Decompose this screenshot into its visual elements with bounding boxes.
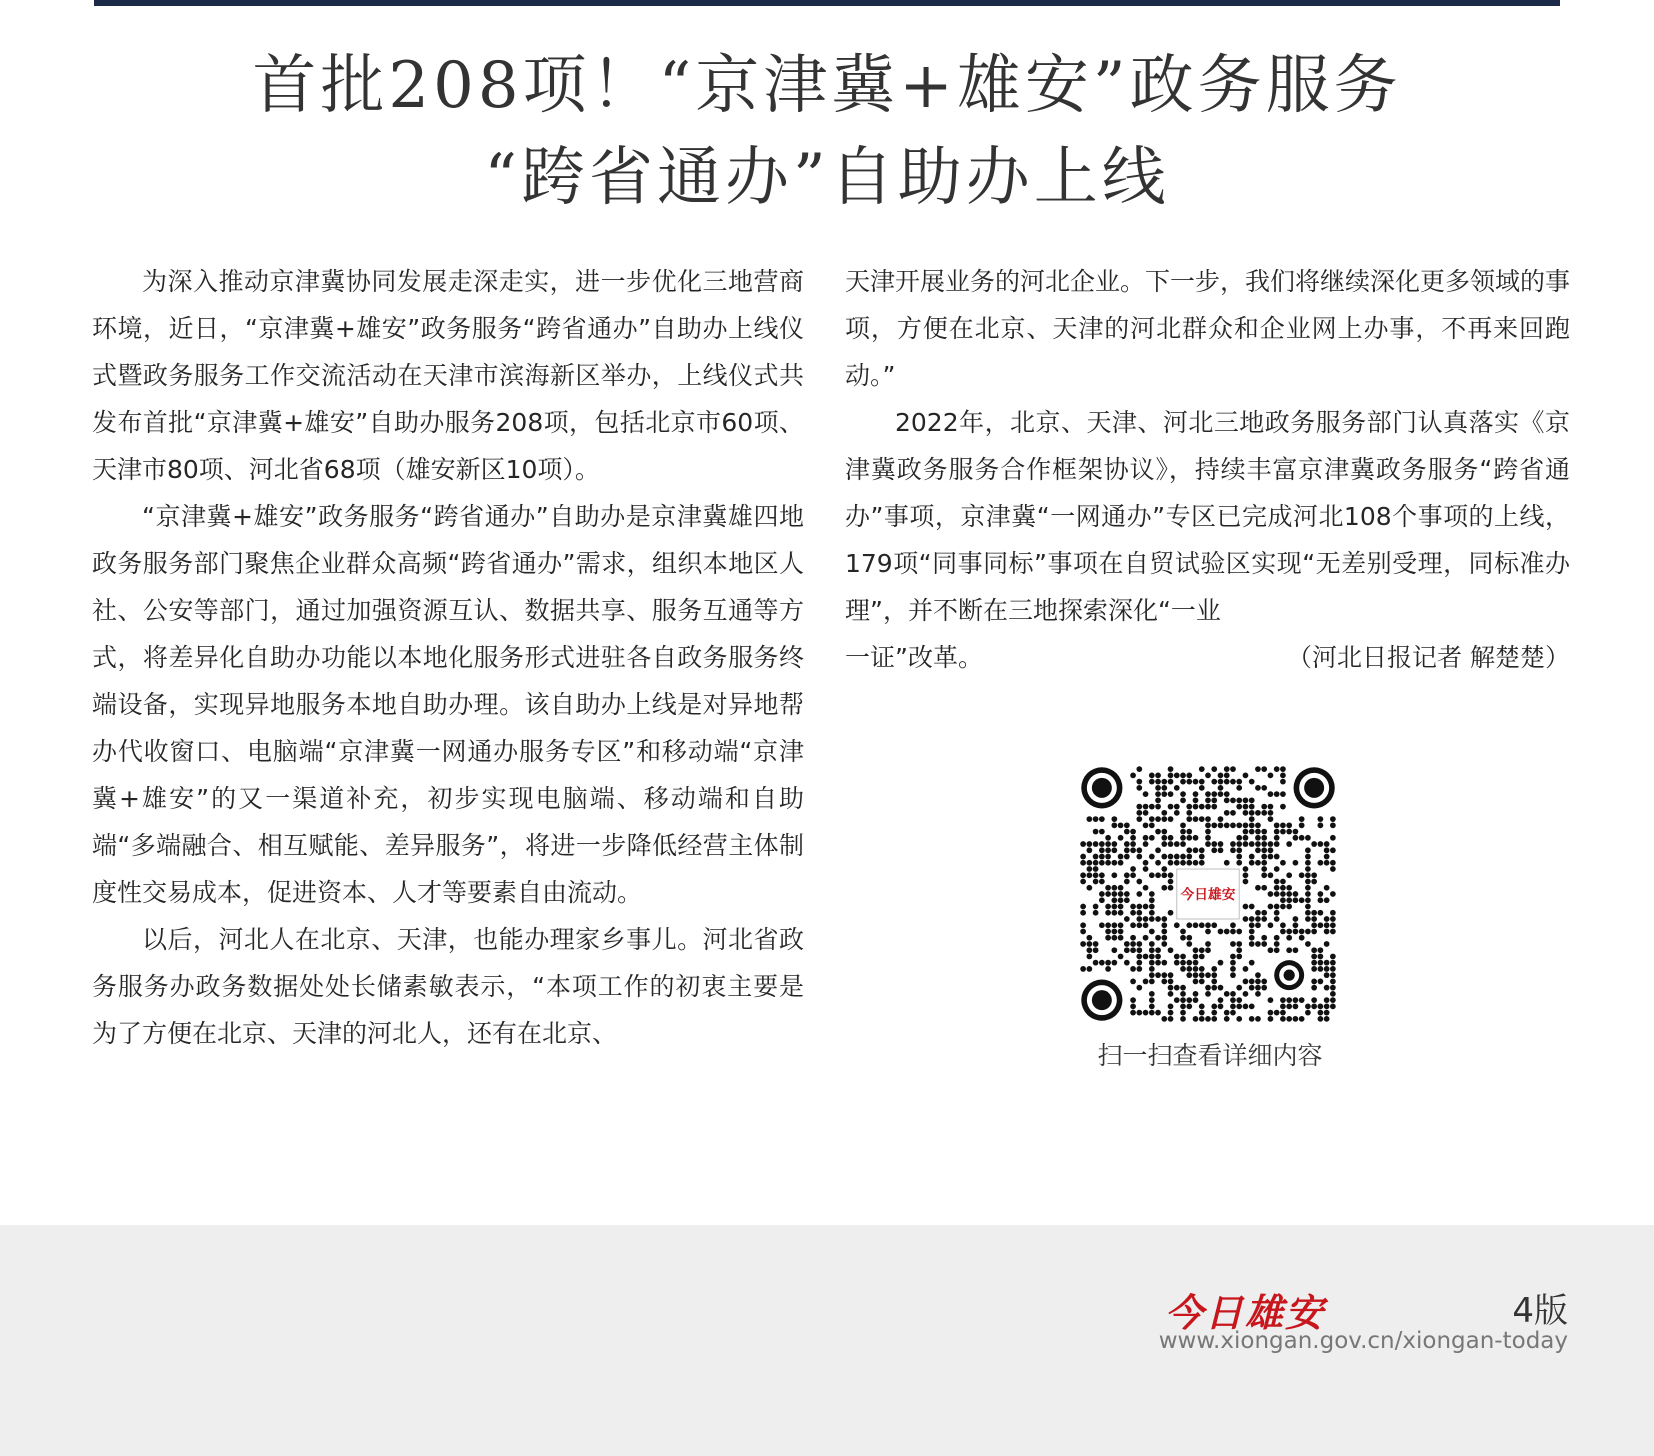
author-byline: （河北日报记者 解楚楚） <box>1287 643 1570 672</box>
paragraph-4: 2022年，北京、天津、河北三地政务服务部门认真落实《京津冀政务服务合作框架协议》，持续丰富京津冀政务服务“跨省通办”事项，京津冀“一网通办”专区已完成河北108个事项的上线，179项“同事同标”事项在自贸试验区实现“无差别受理，同标准办理”，并不断在三地探索深化“一业 <box>845 408 1570 625</box>
footer-url[interactable]: www.xiongan.gov.cn/xiongan-today <box>1158 1328 1568 1354</box>
paragraph-3-continued: 天津开展业务的河北企业。下一步，我们将继续深化更多领域的事项，方便在北京、天津的河北群众和企业网上办事，不再来回跑动。” <box>845 267 1571 390</box>
article-column-left <box>92 258 804 1057</box>
qr-caption: 扫一扫查看详细内容 <box>1097 1041 1323 1070</box>
article-column-right <box>845 258 1570 681</box>
paragraph-2: “京津冀+雄安”政务服务“跨省通办”自助办是京津冀雄四地政务服务部门聚焦企业群众高频“跨省通办”需求，组织本地区人社、公安等部门，通过加强资源互认、数据共享、服务互通等方式，将差异化自助办功能以本地化服务形式进驻各自政务服务终端设备，实现异地服务本地自助办理。该自助办上线是对异地帮办代收窗口、电脑端“京津冀一网通办服务专区”和移动端“京津冀+雄安”的又一渠道补充，初步实现电脑端、移动端和自助端“多端融合、相互赋能、差异服务”，将进一步降低经营主体制度性交易成本，促进资本、人才等要素自由流动。 <box>92 502 804 907</box>
headline-line-2: “跨省通办”自助办上线 <box>484 141 1170 215</box>
page-number: 4版 <box>1512 1291 1568 1331</box>
paragraph-4-end: 一证”改革。 <box>845 643 983 672</box>
headline-line-1: 首批208项！“京津冀+雄安”政务服务 <box>252 49 1402 123</box>
qr-center-logo: 今日雄安 <box>1180 886 1236 903</box>
article-headline <box>0 40 1654 224</box>
qr-code-icon <box>1080 766 1336 1022</box>
top-border-bar <box>94 0 1560 6</box>
paragraph-3: 以后，河北人在北京、天津，也能办理家乡事儿。河北省政务服务办政务数据处处长储素敏表示，“本项工作的初衷主要是为了方便在北京、天津的河北人，还有在北京、 <box>92 925 804 1048</box>
closing-line <box>845 634 1570 681</box>
qr-code[interactable] <box>1080 766 1336 1022</box>
footer-logo: 今日雄安 <box>1165 1290 1326 1335</box>
paragraph-1: 为深入推动京津冀协同发展走深走实，进一步优化三地营商环境，近日，“京津冀+雄安”政务服务“跨省通办”自助办上线仪式暨政务服务工作交流活动在天津市滨海新区举办，上线仪式共发布首批“京津冀+雄安”自助办服务208项，包括北京市60项、天津市80项、河北省68项（雄安新区10项）。 <box>92 267 804 484</box>
